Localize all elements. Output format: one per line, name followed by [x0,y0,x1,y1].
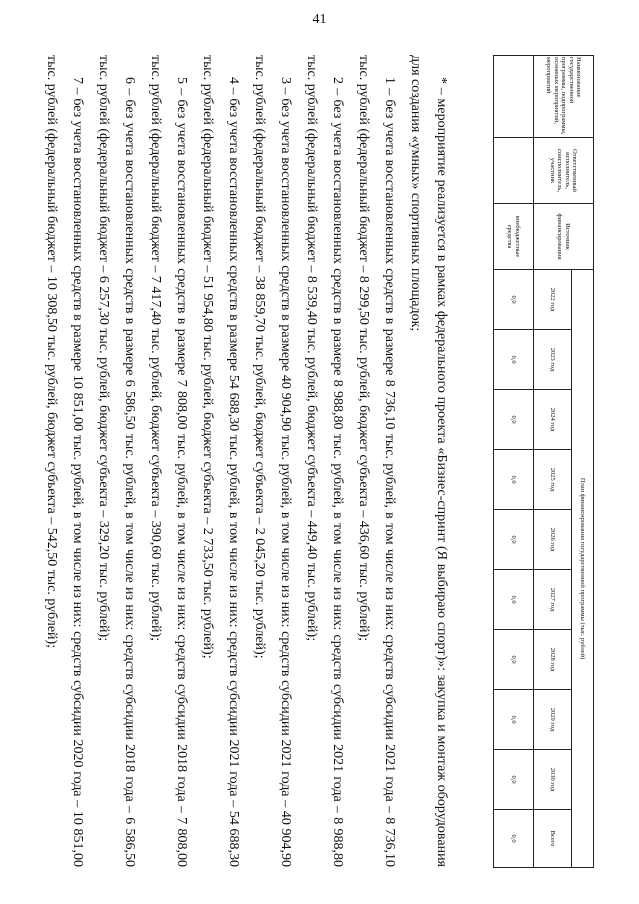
header-plan: План финансирования государственной программы (тыс. рублей) [572,270,594,868]
header-year: 2029 год [534,690,572,750]
footnote-item: 4 – без учета восстановленных средств в размере 54 688,30 тыс. рублей, в том числе из них: средств субсидии 2021 года – 54 688,30 тыс. рублей (федеральный бюджет – 51 954,80 тыс. рублей, бюджет субъекта – 2 733,50 тыс. рублей); [200,55,241,867]
cell-value: 0,0 [494,450,534,510]
header-year: 2025 год [534,450,572,510]
footnote-item: 1 – без учета восстановленных средств в размере 8 736,10 тыс. рублей, в том числе из них: средств субсидии 2021 года – 8 736,10 тыс. рублей (федеральный бюджет – 8 299,50 тыс. рублей, бюджет субъекта – 436,60 тыс. рублей); [356,55,397,867]
cell-value: 0,0 [494,510,534,570]
footnote-item: 2 – без учета восстановленных средств в размере 8 988,80 тыс. рублей, в том числе из них: средств субсидии 2021 года – 8 988,80 тыс. рублей (федеральный бюджет – 8 539,40 тыс. рублей, бюджет субъекта – 449,40 тыс. рублей); [304,55,345,867]
footnote-item: 3 – без учета восстановленных средств в размере 40 904,90 тыс. рублей, в том числе из них: средств субсидии 2021 года – 40 904,90 тыс. рублей (федеральный бюджет – 38 859,70 тыс. рублей, бюджет субъекта – 2 045,20 тыс. рублей); [252,55,293,867]
header-year: 2028 год [534,630,572,690]
footnote-item: 5 – без учета восстановленных средств в размере 7 808,00 тыс. рублей, в том числе из них: средств субсидии 2018 года – 7 808,00 тыс. рублей (федеральный бюджет – 7 417,40 тыс. рублей, бюджет субъекта – 390,60 тыс. рублей); [148,55,189,867]
cell-responsible [494,138,534,204]
header-year: 2030 год [534,750,572,810]
footnote-item: 7 – без учета восстановленных средств в размере 10 851,00 тыс. рублей, в том числе из них: средств субсидии 2020 года – 10 851,00 тыс. рублей (федеральный бюджет – 10 308,50 тыс. рублей, бюджет субъекта – 542,50 тыс. рублей); [44,55,85,867]
header-name: Наименование государственной программы, подпрограммы, основных мероприятий, мероприятий [534,56,594,138]
cell-source: внебюджетные средства [494,204,534,270]
header-total: Всего [534,810,572,868]
cell-value: 0,0 [494,690,534,750]
cell-value: 0,0 [494,390,534,450]
footnotes [38,55,454,867]
footnote-item: 6 – без учета восстановленных средств в размере 6 586,50 тыс. рублей, в том числе из них: средств субсидии 2018 года – 6 586,50 тыс. рублей (федеральный бюджет – 6 257,30 тыс. рублей, бюджет субъекта – 329,20 тыс. рублей); [96,55,137,867]
table-row [494,56,534,868]
financing-table [493,55,594,868]
cell-value: 0,0 [494,750,534,810]
header-year: 2022 год [534,270,572,330]
header-responsible: Ответственный исполнитель, соисполнитель, участник [534,138,594,204]
cell-total: 0,0 [494,810,534,868]
header-source: Источник финансирования [534,204,594,270]
cell-value: 0,0 [494,630,534,690]
footnote-intro: * – мероприятие реализуется в рамках федерального проекта «Бизнес-спринт (Я выбираю спорт)»: закупка и монтаж оборудования для создания «умных» спортивных площадок; [408,55,449,867]
cell-value: 0,0 [494,270,534,330]
header-year: 2026 год [534,510,572,570]
header-year: 2027 год [534,570,572,630]
cell-value: 0,0 [494,570,534,630]
cell-name [494,56,534,138]
page-number: 41 [312,12,327,27]
cell-value: 0,0 [494,330,534,390]
header-year: 2024 год [534,390,572,450]
header-year: 2023 год [534,330,572,390]
rotated-content [44,55,594,867]
